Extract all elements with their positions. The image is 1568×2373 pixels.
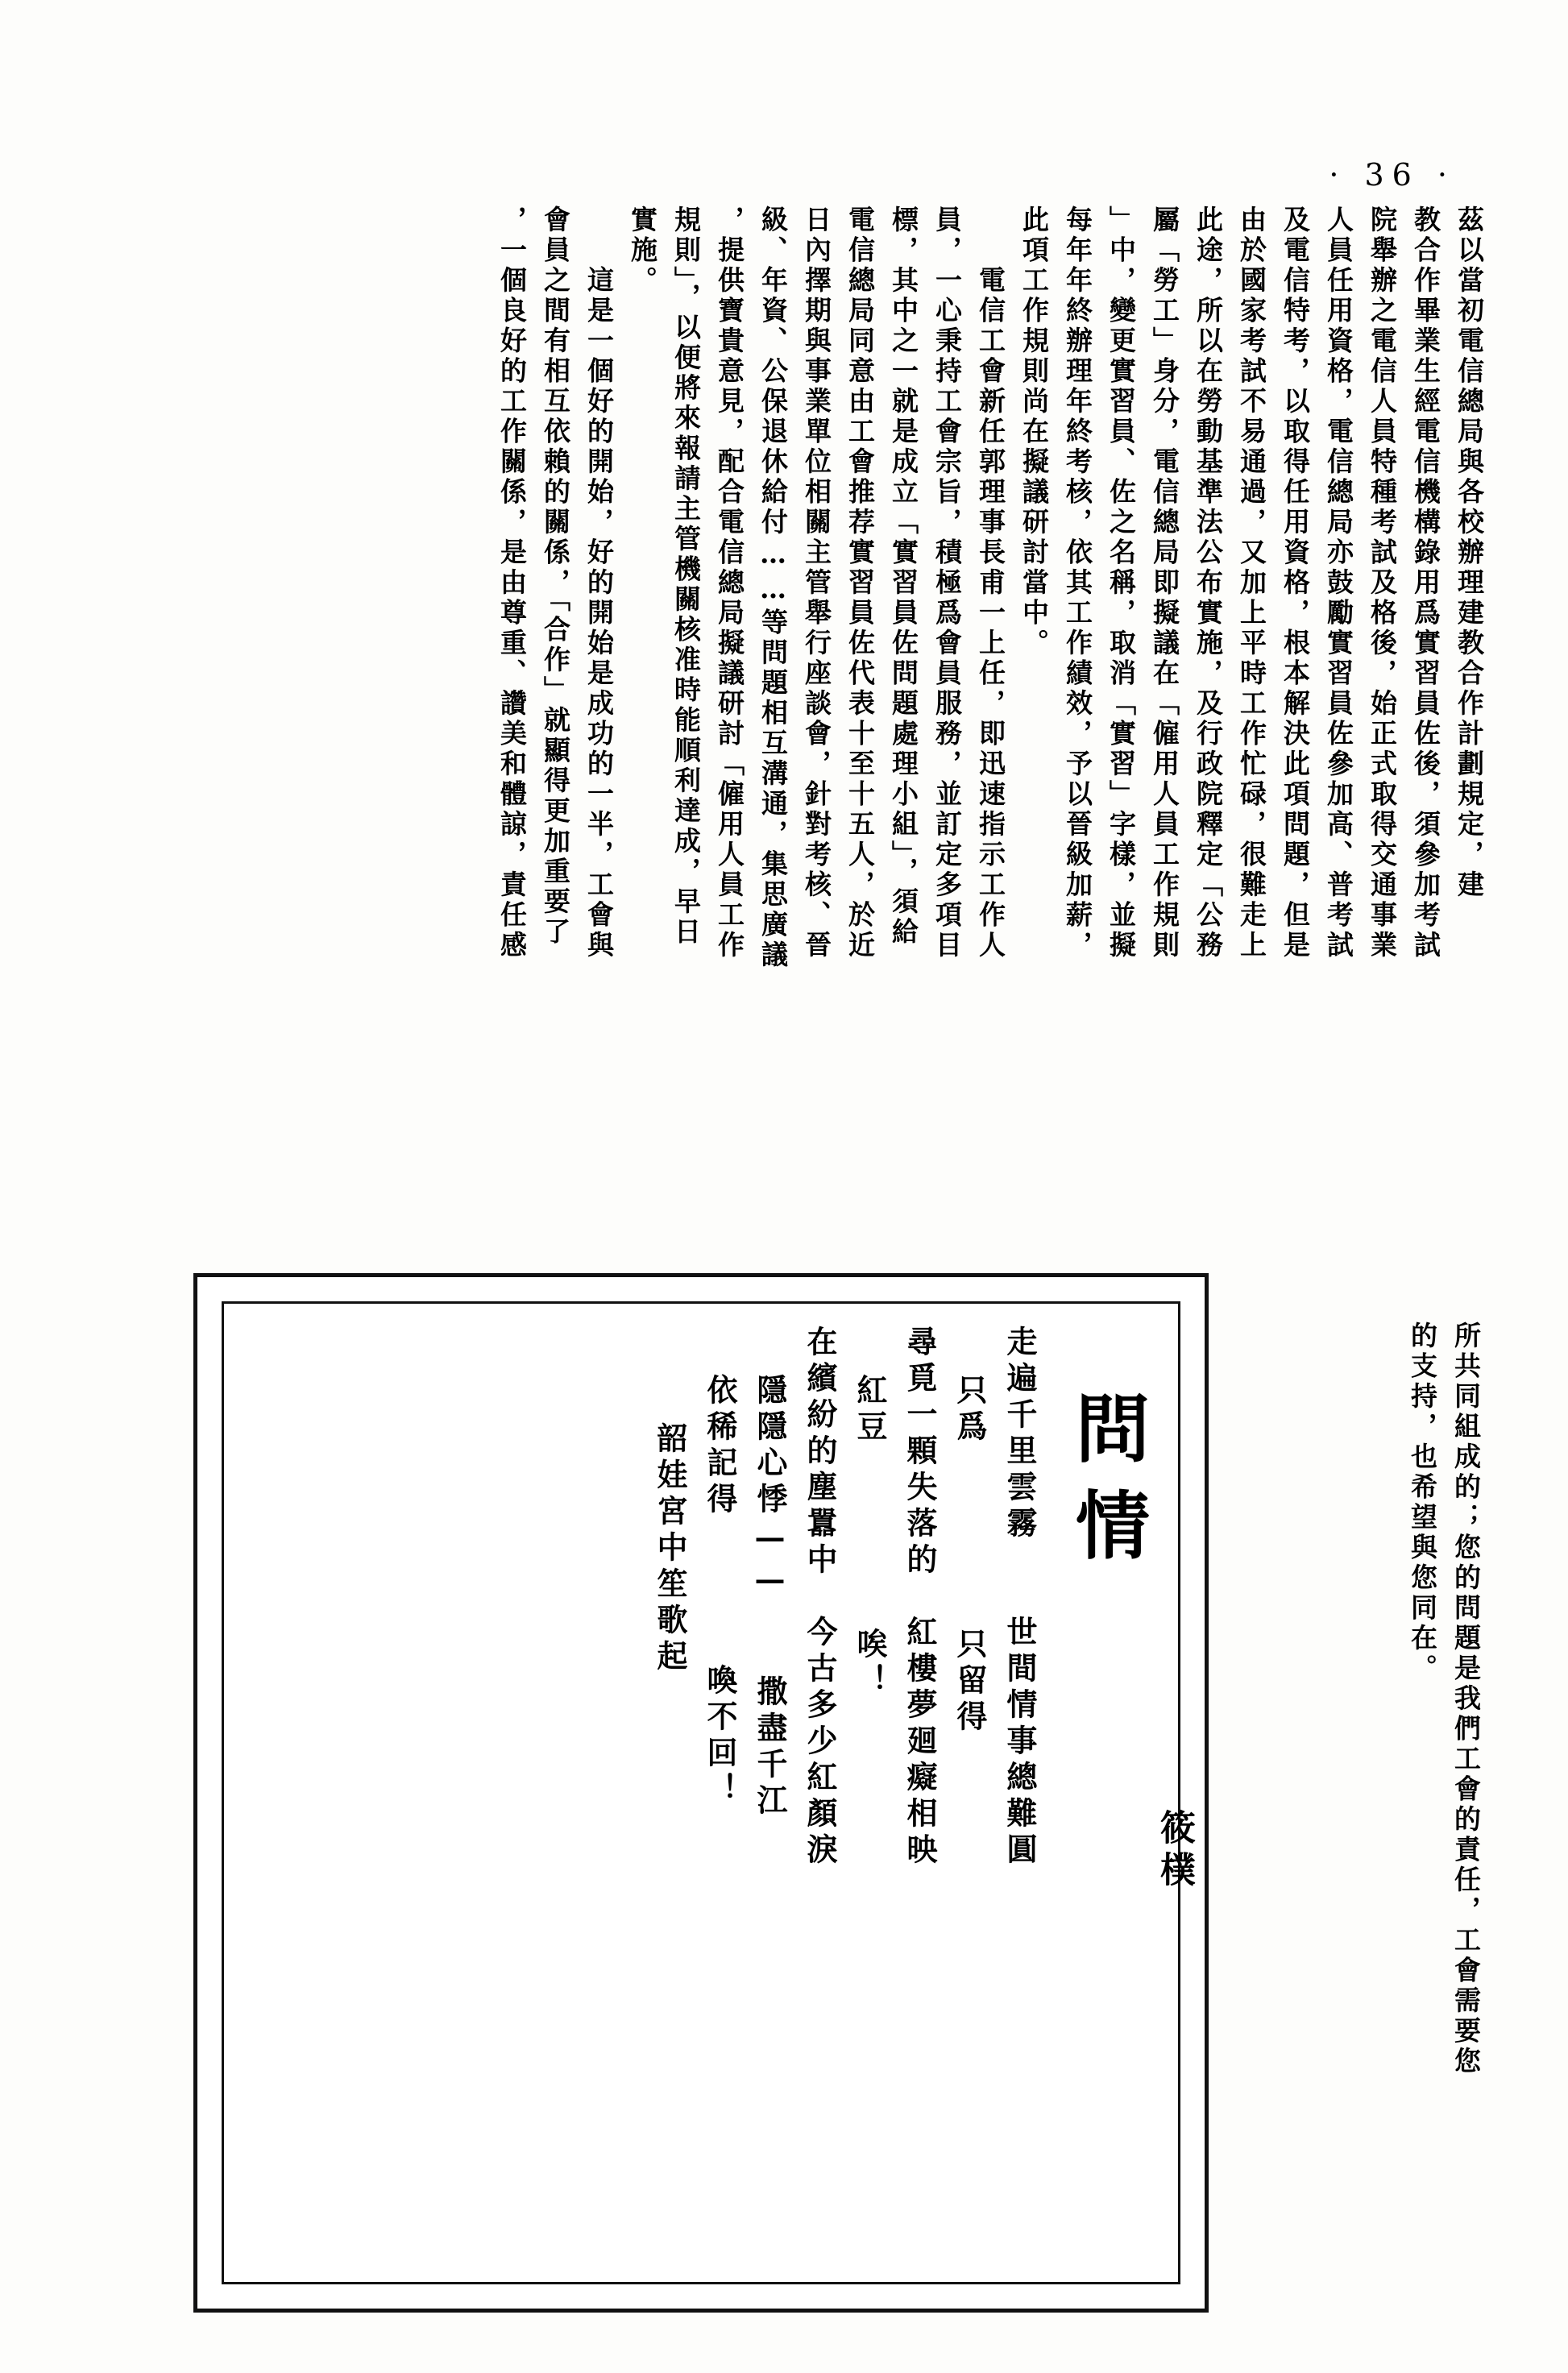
article-column: 人員任用資格，電信總局亦鼓勵實習員佐參加高、普考試 [1323, 205, 1354, 961]
article-column: 電信總局同意由工會推荐實習員佐代表十至十五人，於近 [844, 205, 876, 961]
poem-line: 只爲 只留得 [952, 1374, 988, 1736]
article-column: 標，其中之一就是成立「實習員佐問題處理小組」，須給 [888, 205, 919, 948]
article-column: 實施。 [627, 205, 658, 297]
article-column: 由於國家考試不易通過，又加上平時工作忙碌，很難走上 [1236, 205, 1267, 961]
article-column: 此途，所以在勞動基準法公布實施，及行政院釋定「公務 [1193, 205, 1224, 961]
article-column: 員，一心秉持工會宗旨，積極爲會員服務，並訂定多項目 [931, 205, 963, 961]
article-closing-column: 的支持，也希望與您同在。 [1407, 1321, 1438, 1684]
article-column: 此項工作規則尚在擬議研討當中。 [1018, 205, 1050, 659]
poem-line: 紅豆 唉！ [852, 1374, 888, 1700]
poem-box [193, 1273, 1209, 2313]
poem-line: 尋覓一顆失落的 紅樓夢廻癡相映 [902, 1325, 938, 1869]
article-closing [1375, 1321, 1482, 2232]
poem-line: 依稀記得 喚不回！ [702, 1374, 738, 1809]
poem-title: 問情 [1064, 1390, 1151, 1583]
poem-line: 韶娃宮中笙歌起 [652, 1422, 688, 1676]
page-number: · 36 · [1329, 157, 1455, 193]
article-body [89, 205, 1483, 1317]
article-column: 級、年資、公保退休給付……等問題相互溝通，集思廣議 [757, 205, 789, 971]
article-closing-column: 所共同組成的；您的問題是我們工會的責任，工會需要您 [1450, 1321, 1482, 2077]
article-column: 這是一個好的開始，好的開始是成功的一半，工會與 [583, 205, 615, 961]
article-column: 每年年終辦理年終考核，依其工作績效，予以晉級加薪， [1062, 205, 1093, 961]
article-column: 及電信特考，以取得任用資格，根本解決此項問題，但是 [1280, 205, 1311, 961]
article-column: 日內擇期與事業單位相關主管舉行座談會，針對考核、晉 [801, 205, 832, 961]
article-column: 教合作畢業生經電信機構錄用爲實習員佐後，須參加考試 [1410, 205, 1441, 961]
poem-line: 在繽紛的塵囂中 今古多少紅顏淚 [802, 1325, 838, 1869]
article-column: 規則」，以便將來報請主管機關核准時能順利達成，早日 [670, 205, 702, 948]
article-column: ，一個良好的工作關係，是由尊重、讚美和體諒，責任感 [496, 205, 528, 961]
poem-line: 隱隱心悸—— 撒盡千江 [752, 1374, 788, 1820]
article-column: 屬「勞工」身分，電信總局即擬議在「僱用人員工作規則 [1149, 205, 1180, 961]
article-column: 會員之間有相互依賴的關係，「合作」就顯得更加重要了 [540, 205, 571, 948]
article-column: 電信工會新任郭理事長甫一上任，即迅速指示工作人 [975, 205, 1006, 961]
article-column: 茲以當初電信總局與各校辦理建教合作計劃規定，建 [1454, 205, 1485, 901]
article-column: 」中，變更實習員、佐之名稱，取消「實習」字樣，並擬 [1105, 205, 1137, 961]
poem-line: 走遍千里雲霧 世間情事總難圓 [1002, 1325, 1038, 1869]
article-column: 院舉辦之電信人員特種考試及格後，始正式取得交通事業 [1367, 205, 1398, 961]
article-column: ，提供寶貴意見，配合電信總局擬議研討「僱用人員工作 [714, 205, 745, 961]
poem-author: 筱樸 [1154, 1809, 1195, 1893]
poem-content [246, 1325, 1160, 2264]
